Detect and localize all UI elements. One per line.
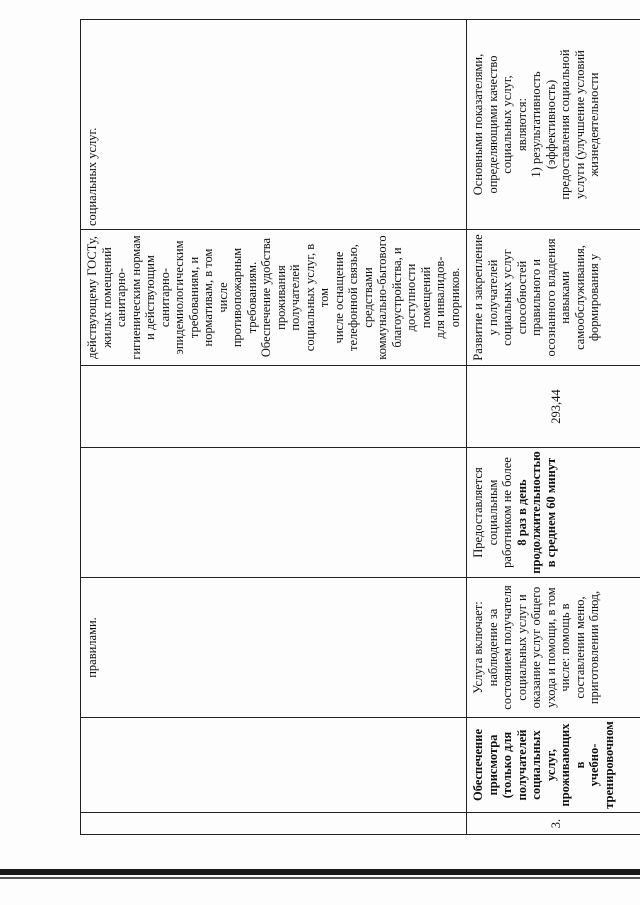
rotated-table-container	[80, 20, 616, 835]
scan-edge-shadow	[0, 877, 640, 879]
cell-service-norm	[467, 448, 640, 578]
cell-tariff: 293,44	[467, 366, 640, 448]
scan-edge-line	[0, 869, 640, 875]
cell-result: Основными показателями, определяющими качество социальных услуг, являются: 1) результативность (эффективность) предоставления социальной услуги (улучшение условий жизнедеятельности	[467, 20, 640, 230]
cell-top-norm	[81, 448, 467, 578]
cell-top-tariff	[81, 366, 467, 448]
cell-top-content: правилами.	[81, 578, 467, 718]
norm-text-a: Предоставляется социальным работником не более	[471, 457, 514, 568]
cell-number: 3.	[467, 813, 640, 835]
services-table	[80, 19, 640, 835]
cell-top-number	[81, 813, 467, 835]
cell-service-content: Услуга включает: наблюдение за состоянием получателя социальных услуг и оказание услуг общего ухода и помощи, в том числе: помощь в составлении меню, приготовлении блюд,	[467, 578, 640, 718]
norm-text-c: продолжительностью в среднем 60 минут	[529, 451, 558, 574]
norm-text-b: 8 раз в день	[514, 479, 529, 546]
cell-top-name	[81, 718, 467, 813]
table-row-3	[467, 20, 640, 835]
table-row-top	[81, 20, 467, 835]
cell-top-quality: действующему ГОСТу, жилых помещений санитарно- гигиеническим нормам и действующим санитарно- эпидемиологическим требованиям, и нормативам, в том числе противопожарным требованиям. Обеспечение удобства проживания получателей социальных услуг, в том числе оснащение телефонной связью, средствами коммунально-бытового благоустройства, и доступности помещений для инвалидов- опорников.	[81, 230, 467, 366]
cell-quality: Развитие и закрепление у получателей социальных услуг способностей правильного и осознанного владения навыками самообслуживания, формирования у	[467, 230, 640, 366]
cell-top-result: социальных услуг.	[81, 20, 467, 230]
cell-service-name: Обеспечение присмотра (только для получателей социальных услуг, проживающих в учебно- тренировочном	[467, 718, 640, 813]
